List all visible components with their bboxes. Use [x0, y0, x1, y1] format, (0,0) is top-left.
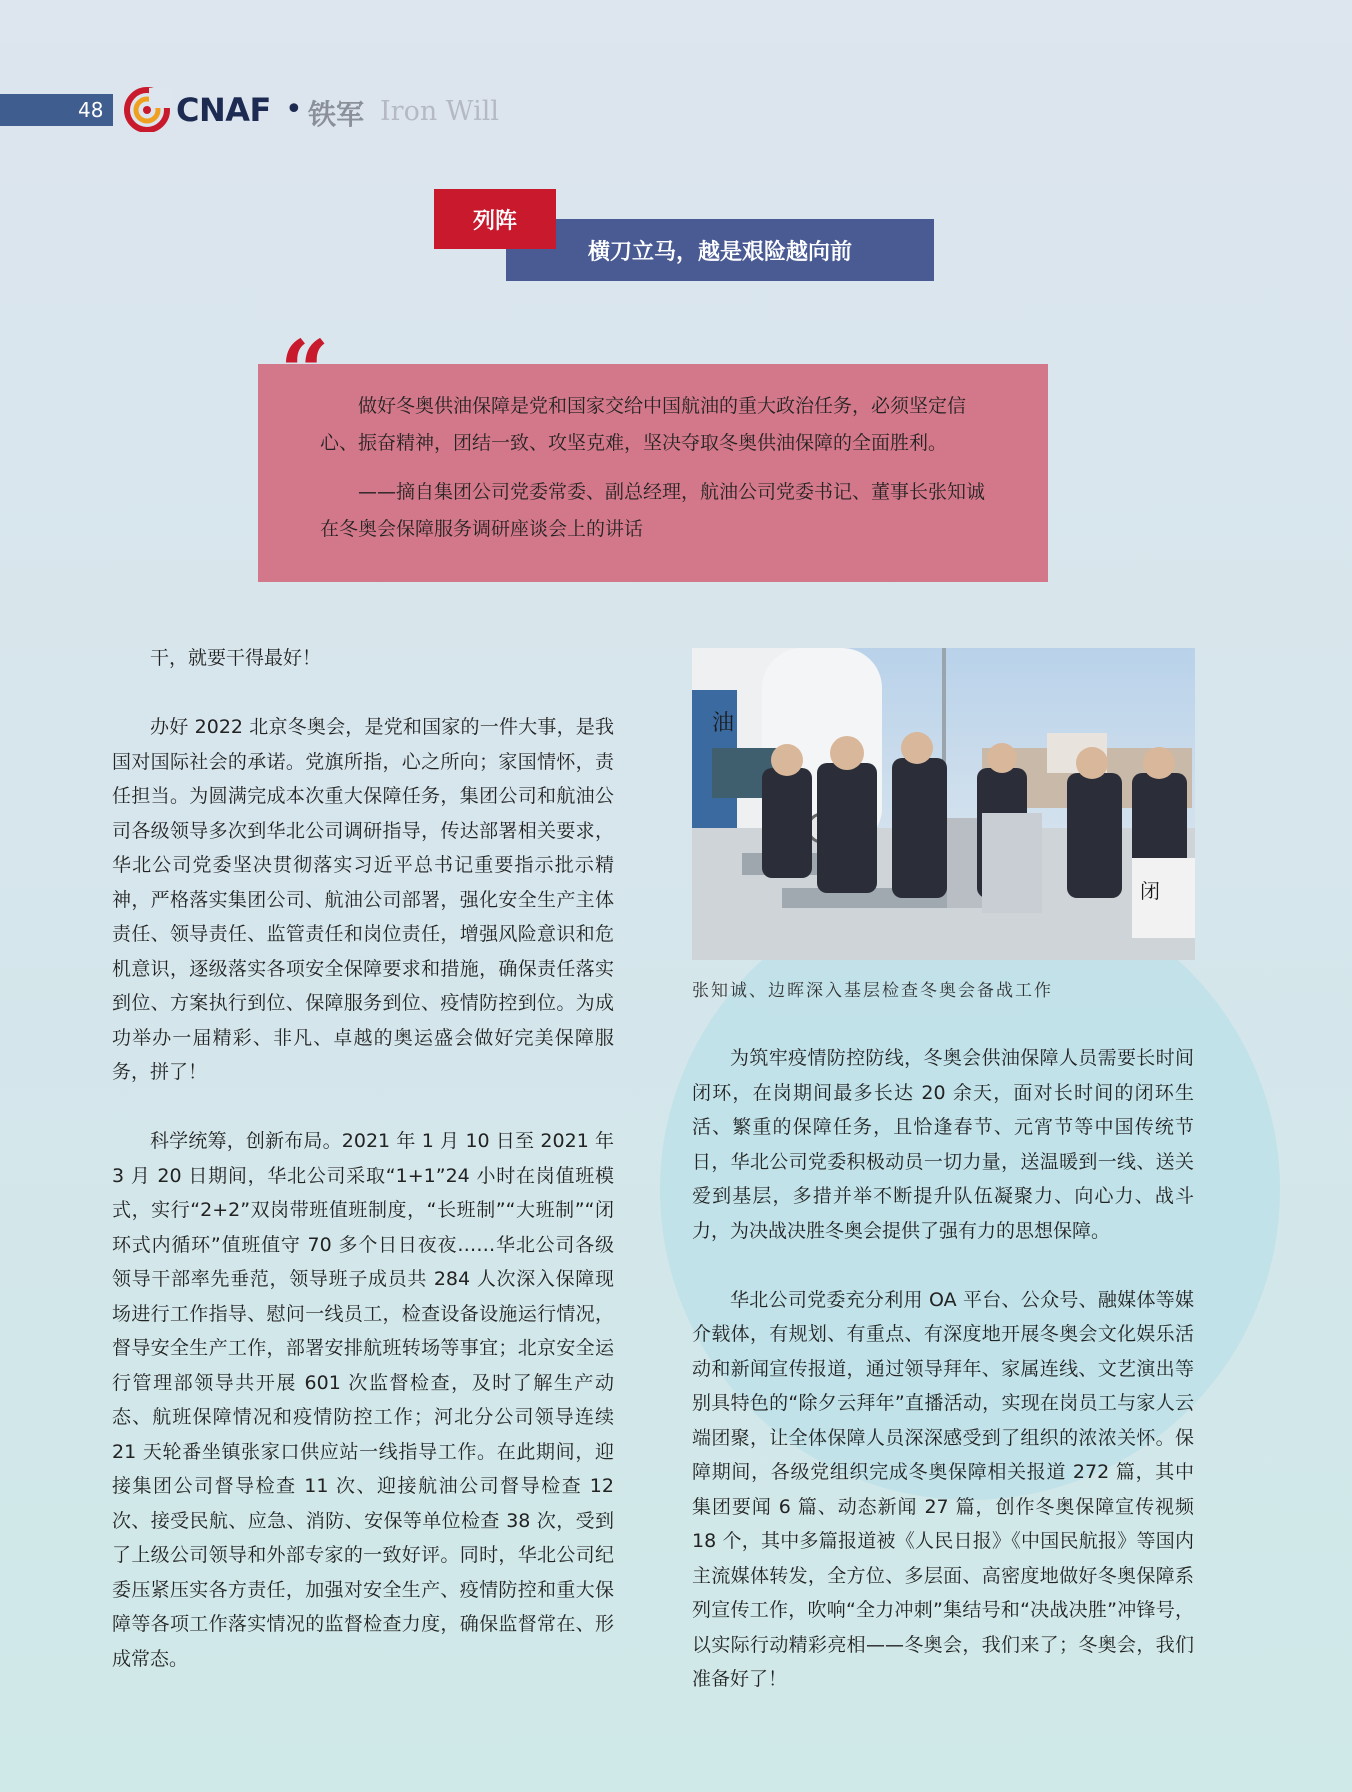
column-name-cn: 铁军 — [308, 98, 365, 131]
section-tag: 列阵 — [434, 189, 556, 249]
brand-name: CNAF — [176, 91, 271, 129]
right-column — [692, 1041, 1194, 1731]
paragraph: 华北公司党委充分利用 OA 平台、公众号、融媒体等媒介载体，有规划、有重点、有深度地开展冬奥会文化娱乐活动和新闻宣传报道，通过领导拜年、家属连线、文艺演出等别具特色的“除夕云拜年”直播活动，实现在岗员工与家人云端团聚，让全体保障人员深深感受到了组织的浓浓关怀。保障期间，各级党组织完成冬奥保障相关报道 272 篇，其中集团要闻 6 篇、动态新闻 27 篇，创作冬奥保障宣传视频 18 个，其中多篇报道被《人民日报》《中国民航报》等国内主流媒体转发，全方位、多层面、高密度地做好冬奥保障系列宣传工作，吹响“全力冲刺”集结号和“决战决胜”冲锋号，以实际行动精彩亮相——冬奥会，我们来了；冬奥会，我们准备好了！ — [692, 1288, 1194, 1690]
quote-content — [320, 388, 1000, 548]
inspection-scene-illustration — [692, 648, 1195, 960]
article-photo — [692, 648, 1195, 960]
quote-source: ——摘自集团公司党委常委、副总经理，航油公司党委书记、董事长张知诚在冬奥会保障服务调研座谈会上的讲话 — [320, 481, 986, 540]
paragraph: 干，就要干得最好！ — [150, 647, 322, 669]
column-name-en: Iron Will — [380, 96, 499, 127]
left-column — [112, 641, 614, 1711]
section-title: 横刀立马，越是艰险越向前 — [506, 219, 934, 281]
sign-right-text: 闭 — [1140, 879, 1160, 903]
paragraph: 科学统筹，创新布局。2021 年 1 月 10 日至 2021 年 3 月 20 日期间，华北公司采取“1+1”24 小时在岗值班模式，实行“2+2”双岗带班值班制度，“长班制”“大班制”“闭环式内循环”值班值守 70 多个日日夜夜……华北公司各级领导干部率先垂范，领导班子成员共 284 人次深入保障现场进行工作指导、慰问一线员工，检查设备设施运行情况，督导安全生产工作，部署安排航班转场等事宜；北京安全运行管理部领导共开展 601 次监督检查，及时了解生产动态、航班保障情况和疫情防控工作；河北分公司领导连续 21 天轮番坐镇张家口供应站一线指导工作。在此期间，迎接集团公司督导检查 11 次、迎接航油公司督导检查 12 次、接受民航、应急、消防、安保等单位检查 38 次，受到了上级公司领导和外部专家的一致好评。同时，华北公司纪委压紧压实各方责任，加强对安全生产、疫情防控和重大保障等各项工作落实情况的监督检查力度，确保监督常在、形成常态。 — [112, 1130, 614, 1670]
page-number: 48 — [78, 98, 104, 122]
quote-text: 做好冬奥供油保障是党和国家交给中国航油的重大政治任务，必须坚定信心、振奋精神，团结一致、攻坚克难，坚决夺取冬奥供油保障的全面胜利。 — [320, 395, 967, 454]
photo-caption: 张知诚、边晖深入基层检查冬奥会备战工作 — [692, 981, 1053, 1001]
sign-left-text: 油 — [712, 711, 735, 736]
quote-mark-icon: “ — [280, 322, 330, 423]
cnaf-logo-icon — [122, 86, 172, 132]
paragraph: 办好 2022 北京冬奥会，是党和国家的一件大事，是我国对国际社会的承诺。党旗所指，心之所向；家国情怀，责任担当。为圆满完成本次重大保障任务，集团公司和航油公司各级领导多次到华北公司调研指导，传达部署相关要求，华北公司党委坚决贯彻落实习近平总书记重要指示批示精神，严格落实集团公司、航油公司部署，强化安全生产主体责任、领导责任、监管责任和岗位责任，增强风险意识和危机意识，逐级落实各项安全保障要求和措施，确保责任落实到位、方案执行到位、保障服务到位、疫情防控到位。为成功举办一届精彩、非凡、卓越的奥运盛会做好完美保障服务，拼了！ — [112, 716, 614, 1083]
header-separator: • — [285, 92, 303, 127]
paragraph: 为筑牢疫情防控防线，冬奥会供油保障人员需要长时间闭环，在岗期间最多长达 20 余天，面对长时间的闭环生活、繁重的保障任务，且恰逢春节、元宵节等中国传统节日，华北公司党委积极动员一切力量，送温暖到一线、送关爱到基层，多措并举不断提升队伍凝聚力、向心力、战斗力，为决战决胜冬奥会提供了强有力的思想保障。 — [692, 1047, 1194, 1242]
